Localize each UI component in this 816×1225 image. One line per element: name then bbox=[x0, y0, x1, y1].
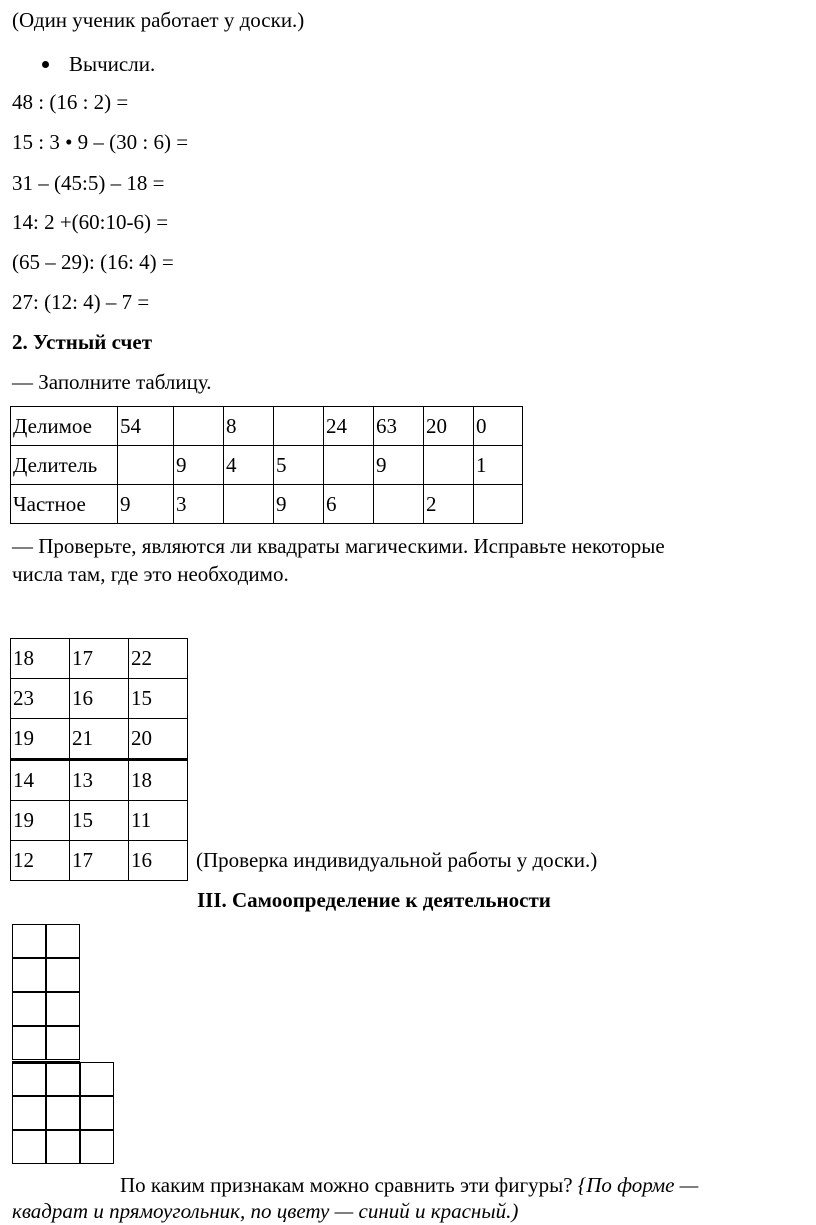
table-cell: 54 bbox=[118, 407, 174, 446]
table-row bbox=[11, 801, 188, 841]
expression-1: 48 : (16 : 2) = bbox=[12, 90, 129, 114]
section3-question-line bbox=[120, 1173, 698, 1197]
expression-5: (65 – 29): (16: 4) = bbox=[12, 250, 174, 274]
table-cell: 18 bbox=[11, 639, 70, 679]
intro-text: (Один ученик работает у доски.) bbox=[12, 8, 305, 32]
table-cell: 20 bbox=[424, 407, 474, 446]
bullet-icon bbox=[42, 61, 49, 68]
table-cell: 18 bbox=[129, 760, 188, 801]
table-row bbox=[11, 760, 188, 801]
expression-4: 14: 2 +(60:10-6) = bbox=[12, 210, 169, 234]
compute-bullet-text: Вычисли. bbox=[69, 52, 156, 76]
grid-cell bbox=[46, 1130, 80, 1164]
grid-cell bbox=[12, 924, 46, 958]
table-cell: Делимое bbox=[11, 407, 118, 446]
table-row-dividend bbox=[11, 407, 523, 446]
table-cell: 4 bbox=[224, 446, 274, 485]
table-cell: 11 bbox=[129, 801, 188, 841]
grid-cell bbox=[80, 1130, 114, 1164]
table-cell: 16 bbox=[70, 679, 129, 719]
table-row-divisor bbox=[11, 446, 523, 485]
table-cell: 19 bbox=[11, 801, 70, 841]
check-note: (Проверка индивидуальной работы у доски.) bbox=[196, 848, 598, 872]
table-cell: 9 bbox=[118, 485, 174, 524]
table-cell: 9 bbox=[274, 485, 324, 524]
grid-cell bbox=[12, 992, 46, 1026]
grid-cell bbox=[80, 1096, 114, 1130]
table-cell: Частное bbox=[11, 485, 118, 524]
table-row bbox=[11, 841, 188, 881]
section3-question: По каким признакам можно сравнить эти фигуры? bbox=[120, 1173, 573, 1197]
expression-2: 15 : 3 • 9 – (30 : 6) = bbox=[12, 130, 189, 154]
table-row-quotient bbox=[11, 485, 523, 524]
table-cell: 12 bbox=[11, 841, 70, 881]
grid-cell bbox=[46, 1096, 80, 1130]
table-cell: 14 bbox=[11, 760, 70, 801]
table-cell bbox=[174, 407, 224, 446]
task-magic-line2: числа там, где это необходимо. bbox=[12, 562, 289, 586]
table-cell: 8 bbox=[224, 407, 274, 446]
table-cell: 17 bbox=[70, 841, 129, 881]
table-cell bbox=[474, 485, 523, 524]
table-cell: 20 bbox=[129, 719, 188, 760]
table-row bbox=[11, 639, 188, 679]
grid-cell bbox=[46, 1062, 80, 1096]
table-cell bbox=[424, 446, 474, 485]
table-cell bbox=[324, 446, 374, 485]
table-cell: 3 bbox=[174, 485, 224, 524]
table-cell: 2 bbox=[424, 485, 474, 524]
expression-3: 31 – (45:5) – 18 = bbox=[12, 171, 165, 195]
table-cell: 9 bbox=[374, 446, 424, 485]
grid-cell bbox=[12, 1096, 46, 1130]
table-cell: Делитель bbox=[11, 446, 118, 485]
table-cell: 13 bbox=[70, 760, 129, 801]
table-cell: 21 bbox=[70, 719, 129, 760]
task-fill-table: — Заполните таблицу. bbox=[12, 370, 212, 394]
table-cell: 0 bbox=[474, 407, 523, 446]
figure-divider bbox=[12, 1061, 80, 1064]
grid-cell bbox=[12, 1130, 46, 1164]
table-cell: 6 bbox=[324, 485, 374, 524]
table-cell bbox=[224, 485, 274, 524]
magic-squares-table bbox=[10, 638, 188, 881]
table-cell: 63 bbox=[374, 407, 424, 446]
table-cell: 23 bbox=[11, 679, 70, 719]
table-cell: 9 bbox=[174, 446, 224, 485]
table-cell bbox=[374, 485, 424, 524]
grid-cell bbox=[46, 992, 80, 1026]
section2-heading: 2. Устный счет bbox=[12, 330, 153, 354]
table-cell: 5 bbox=[274, 446, 324, 485]
grid-cell bbox=[12, 958, 46, 992]
grid-cell bbox=[46, 924, 80, 958]
table-cell bbox=[274, 407, 324, 446]
table-cell: 1 bbox=[474, 446, 523, 485]
section3-answer-start: {По форме — bbox=[577, 1173, 699, 1197]
table-cell: 15 bbox=[129, 679, 188, 719]
task-magic-line1: — Проверьте, являются ли квадраты магическими. Исправьте некоторые bbox=[12, 534, 665, 558]
grid-cell bbox=[12, 1062, 46, 1096]
table-row bbox=[11, 719, 188, 760]
compute-bullet bbox=[42, 52, 155, 77]
table-cell: 22 bbox=[129, 639, 188, 679]
table-cell: 19 bbox=[11, 719, 70, 760]
grid-cell bbox=[12, 1026, 46, 1060]
section3-heading: III. Самоопределение к деятельности bbox=[197, 888, 551, 912]
division-table bbox=[10, 406, 523, 524]
expression-6: 27: (12: 4) – 7 = bbox=[12, 290, 150, 314]
grid-cell bbox=[46, 1026, 80, 1060]
grid-cell bbox=[46, 958, 80, 992]
grid-cell bbox=[80, 1062, 114, 1096]
table-cell: 24 bbox=[324, 407, 374, 446]
table-cell: 17 bbox=[70, 639, 129, 679]
table-cell: 16 bbox=[129, 841, 188, 881]
section3-answer-line2: квадрат и прямоугольник, по цвету — синий и красный.) bbox=[12, 1199, 519, 1223]
table-cell bbox=[118, 446, 174, 485]
table-row bbox=[11, 679, 188, 719]
table-cell: 15 bbox=[70, 801, 129, 841]
